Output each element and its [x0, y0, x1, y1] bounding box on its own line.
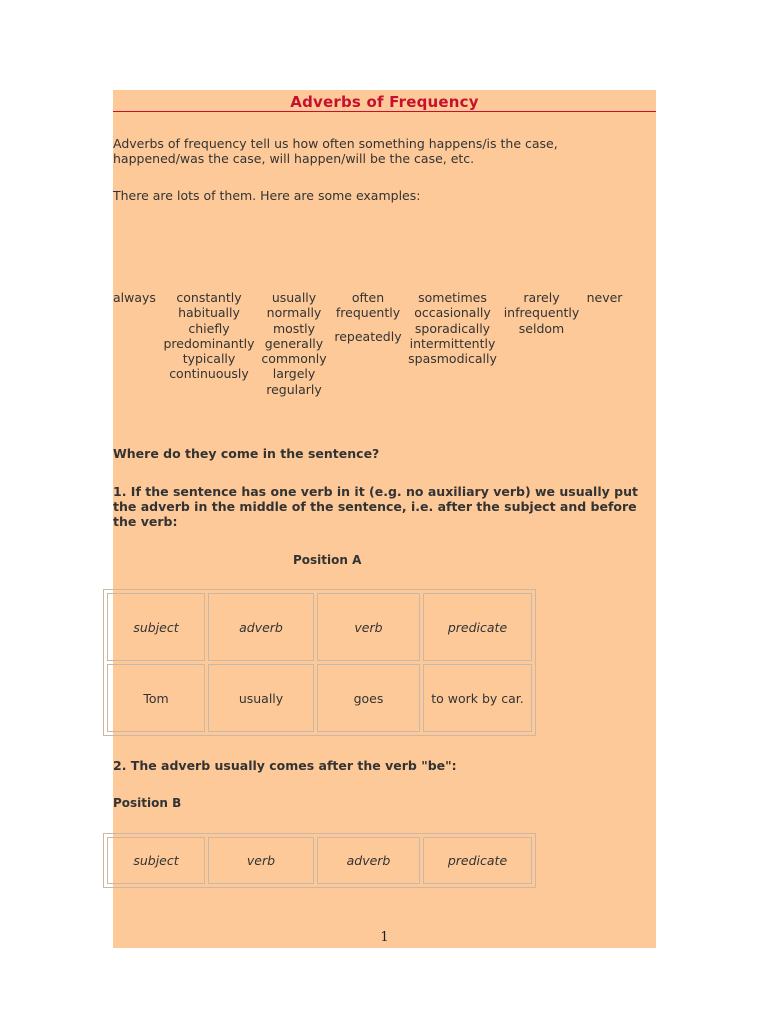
intro-line-2: happened/was the case, will happen/will be the case, etc. — [113, 151, 475, 166]
intro-paragraph — [113, 136, 558, 166]
adverb-word: intermittently — [409, 335, 496, 351]
adverb-word: largely — [272, 366, 316, 382]
adverb-column-constantly — [159, 290, 259, 382]
adverb-word: generally — [264, 335, 324, 351]
examples-intro: There are lots of them. Here are some examples: — [113, 188, 421, 203]
adverb-word: spasmodically — [408, 351, 497, 367]
adverb-word: rarely — [523, 290, 560, 305]
spacer — [333, 321, 403, 329]
intro-line-1: Adverbs of frequency tell us how often something happens/is the case, — [113, 136, 558, 151]
adverb-word: often — [351, 290, 385, 305]
adverb-column-always — [113, 290, 156, 305]
adverb-column-never — [583, 290, 626, 305]
table-cell: subject — [107, 837, 205, 884]
adverb-column-often — [333, 290, 403, 344]
document-page — [113, 90, 656, 948]
adverb-word: usually — [271, 290, 317, 305]
table-cell: subject — [107, 593, 205, 661]
adverb-word: mostly — [272, 320, 316, 336]
table-header-row — [107, 593, 532, 661]
position-b-label: Position B — [113, 796, 182, 810]
adverb-word: infrequently — [503, 305, 580, 321]
adverb-word: sometimes — [418, 290, 487, 305]
adverb-word: typically — [182, 351, 236, 367]
adverb-word: habitually — [178, 305, 240, 321]
adverb-word: occasionally — [414, 305, 491, 321]
table-cell: Tom — [107, 664, 205, 732]
position-a-label: Position A — [293, 553, 362, 567]
table-cell: adverb — [208, 593, 314, 661]
table-cell: goes — [317, 664, 420, 732]
adverb-word: frequently — [335, 305, 401, 321]
adverb-word: predominantly — [163, 335, 255, 351]
adverb-column-rarely — [502, 290, 581, 336]
rule-1-line-2: the adverb in the middle of the sentence, i.e. after the subject and before — [113, 499, 637, 514]
title-underline — [113, 111, 656, 112]
adverb-column-usually — [260, 290, 328, 397]
adverb-word: never — [586, 290, 623, 305]
table-cell: usually — [208, 664, 314, 732]
adverb-word: seldom — [518, 320, 565, 336]
table-row — [107, 664, 532, 732]
adverb-word: continuously — [169, 366, 249, 382]
table-cell: predicate — [423, 593, 532, 661]
table-cell: predicate — [423, 837, 532, 884]
table-header-row — [107, 837, 532, 884]
adverb-word: normally — [266, 305, 322, 321]
adverb-word: sporadically — [414, 320, 491, 336]
adverb-word: always — [113, 290, 156, 305]
table-cell: verb — [317, 593, 420, 661]
adverb-word: commonly — [261, 351, 327, 367]
adverb-word: repeatedly — [334, 328, 402, 344]
page-number: 1 — [380, 930, 389, 945]
table-cell: adverb — [317, 837, 420, 884]
adverb-word: regularly — [266, 381, 322, 397]
table-cell: to work by car. — [423, 664, 532, 732]
adverb-word: constantly — [176, 290, 242, 305]
position-a-table — [103, 589, 536, 736]
adverb-column-sometimes — [404, 290, 501, 366]
page-title: Adverbs of Frequency — [290, 93, 479, 111]
position-b-table — [103, 833, 536, 888]
rule-1-line-3: the verb: — [113, 514, 178, 529]
table-cell: verb — [208, 837, 314, 884]
rule-1-line-1: 1. If the sentence has one verb in it (e.g. no auxiliary verb) we usually put — [113, 484, 638, 499]
rule-2: 2. The adverb usually comes after the verb "be": — [113, 758, 457, 773]
adverb-word: chiefly — [188, 320, 230, 336]
question-heading: Where do they come in the sentence? — [113, 446, 380, 461]
rule-1 — [113, 484, 638, 529]
